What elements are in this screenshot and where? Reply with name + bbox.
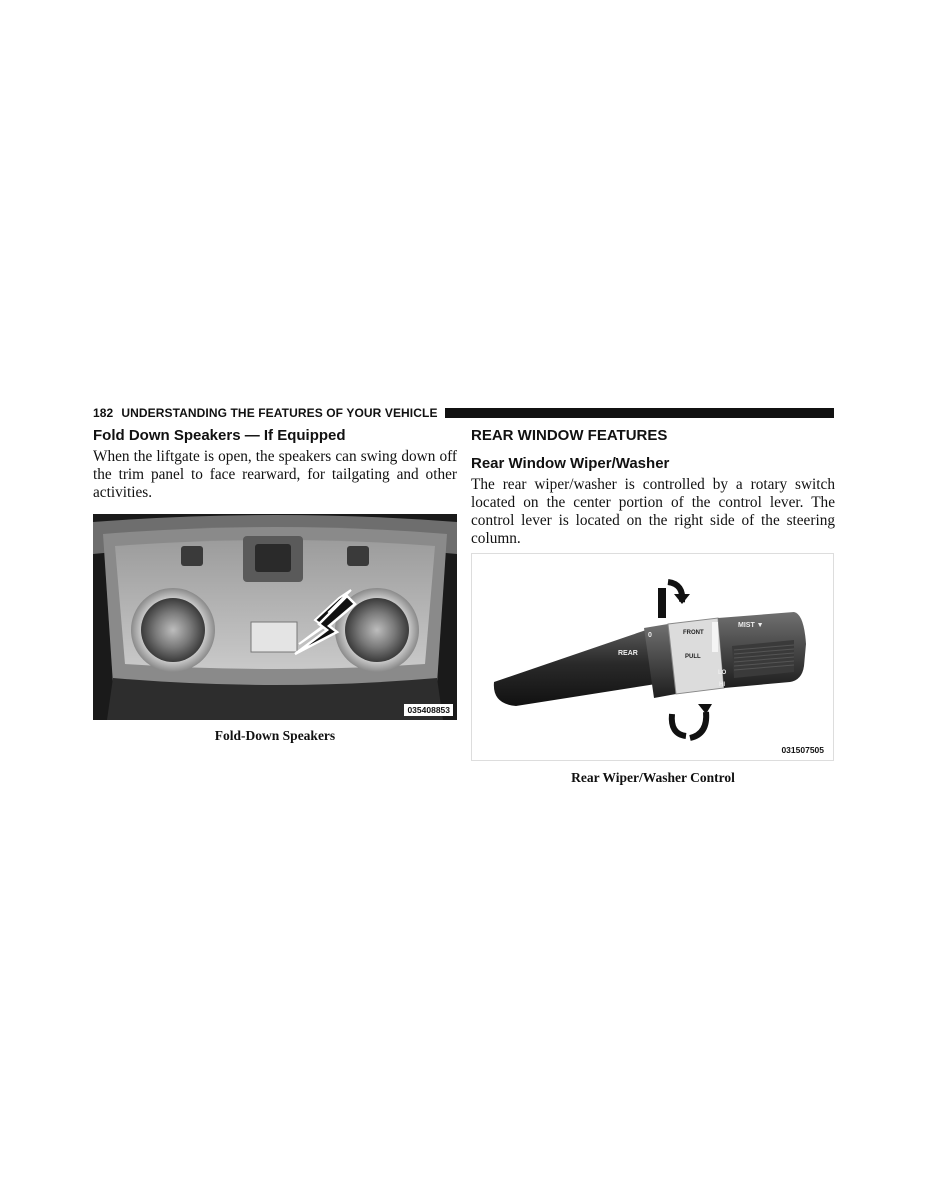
rear-window-features-heading: REAR WINDOW FEATURES [471, 427, 668, 444]
lever-label-hi: HI [719, 682, 725, 688]
left-column [93, 426, 457, 744]
rear-wiper-washer-caption: Rear Wiper/Washer Control [571, 770, 735, 785]
rear-wiper-control-figure [471, 553, 834, 761]
page-header [93, 405, 834, 421]
right-column [471, 426, 835, 786]
lever-label-rear: REAR [618, 650, 638, 657]
wiper-lever-illustration [472, 554, 833, 760]
lever-label-zero: 0 [648, 632, 652, 639]
speakers-illustration [93, 514, 457, 720]
figure-code: 031507505 [778, 744, 827, 756]
rear-wiper-washer-text: The rear wiper/washer is controlled by a rotary switch located on the center portion of the control lever. The control lever is located on the right side of the steering column. [471, 476, 835, 547]
fold-down-speakers-text: When the liftgate is open, the speakers can swing down off the trim panel to face rearward, for tailgating and other activities. [93, 448, 457, 501]
lever-label-lo: LO [718, 670, 727, 676]
running-title: UNDERSTANDING THE FEATURES OF YOUR VEHICLE [121, 406, 438, 420]
lever-label-front: FRONT [683, 630, 704, 636]
header-rule [445, 408, 834, 418]
lever-label-pull: PULL [685, 654, 701, 660]
figure-code: 035408853 [404, 704, 453, 716]
lever-label-mist: MIST ▼ [738, 622, 764, 629]
fold-down-speakers-caption: Fold-Down Speakers [214, 728, 336, 743]
rear-wiper-washer-heading: Rear Window Wiper/Washer [471, 455, 670, 472]
fold-down-speakers-figure [93, 514, 457, 720]
page-number: 182 [93, 406, 114, 420]
fold-down-speakers-heading: Fold Down Speakers — If Equipped [93, 427, 346, 444]
